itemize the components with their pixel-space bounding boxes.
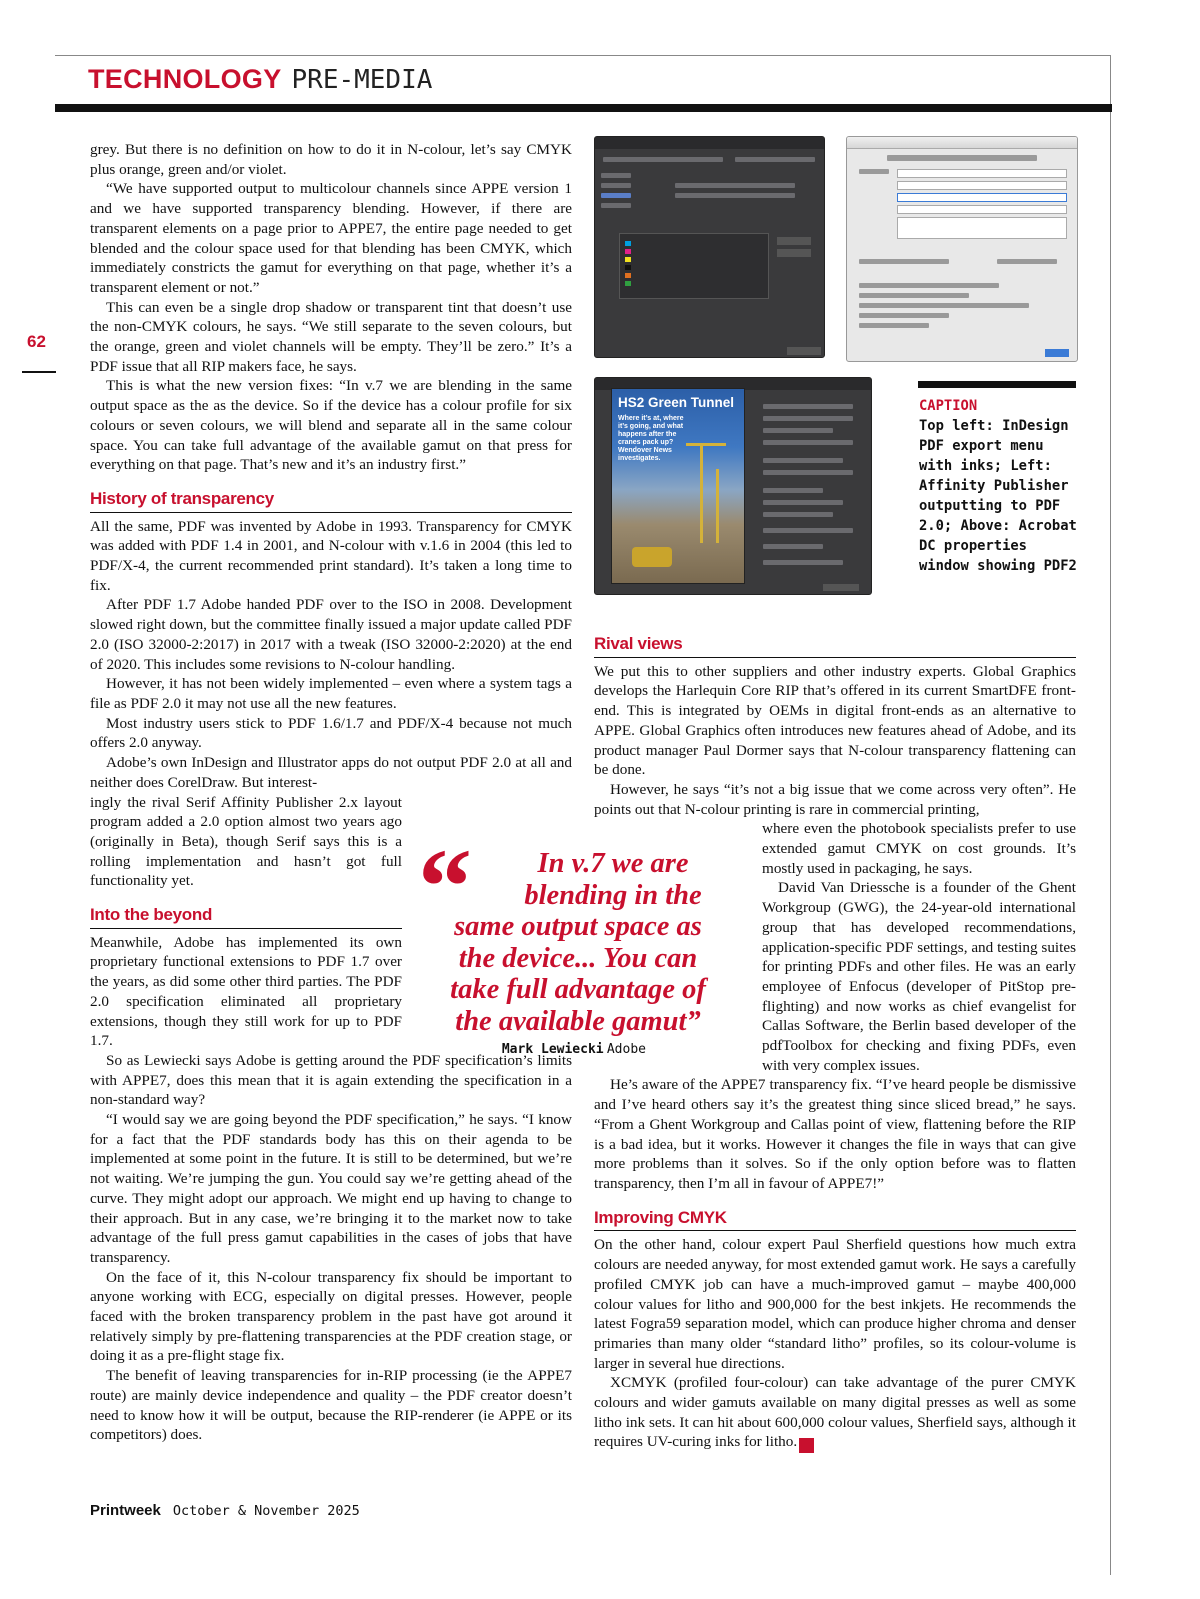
- body-paragraph: On the face of it, this N-colour transparency fix should be important to anyone working with ECG, especially on digital presses. However, people faced with the broken transparency problem in the past have got around it relatively simply by pre-flattening transparencies at the PDF creation stage, or doing it as a pre-flight stage fix.: [90, 1268, 572, 1365]
- pull-quote-org: Adobe: [606, 1042, 646, 1057]
- subheading-beyond: Into the beyond: [90, 905, 402, 929]
- pull-quote-line: In v.7 we are: [537, 848, 689, 879]
- body-paragraph: Most industry users stick to PDF 1.6/1.7 and PDF/X-4 because not much offers 2.0 anyway.: [90, 714, 572, 752]
- end-mark-icon: P: [799, 1438, 814, 1453]
- body-paragraph: However, it has not been widely implemented – even where a system tags a file as PDF 2.0 it may not use all the new features.: [90, 675, 572, 712]
- body-paragraph: However, he says “it’s not a big issue that we come across very often”. He points out that N-colour printing is rare in commercial printing,: [594, 780, 1076, 818]
- caption-label: CAPTION: [919, 398, 978, 414]
- body-paragraph: “We have supported output to multicolour channels since APPE version 1 and we have supported transparency blending. However, if there are transparent elements on a page prior to APPE7, the entire page needed to get blended and the colour space used for that blending has been CMYK, which immediately constricts the gamut for everything on that page, whether it’s a transparent element or not.”: [90, 180, 572, 296]
- cover-subtitle: Where it’s at, where it’s going, and what happens after the cranes pack up? Wendover News investigates.: [618, 415, 684, 462]
- pull-quote-line: the device... You can: [458, 942, 698, 974]
- subheading-history: History of transparency: [90, 489, 572, 513]
- body-paragraph: where even the photobook specialists prefer to use extended gamut CMYK on cost grounds. It’s mostly used in packaging, he says.: [762, 820, 1076, 877]
- subsection-title: PRE-MEDIA: [291, 65, 433, 95]
- body-paragraph: This can even be a single drop shadow or transparent tint that doesn’t use the non-CMYK colours, he says. “We still separate to the seven colours, but the orange, green and violet channels will be empty. They’ll be zero.” It’s a PDF issue that all RIP makers face, he says.: [90, 298, 572, 375]
- quote-mark: “: [418, 828, 472, 947]
- body-paragraph: The benefit of leaving transparencies for in-RIP processing (ie the APPE7 route) are mainly device independence and quality – the PDF creator doesn’t need to know how it will be output, because the RIP-renderer (ie APPE or its competitors) does.: [90, 1367, 572, 1444]
- subheading-rival: Rival views: [594, 634, 1076, 658]
- acrobat-properties-screenshot: [846, 136, 1078, 362]
- body-paragraph: All the same, PDF was invented by Adobe in 1993. Transparency for CMYK was added with PDF 1.4 in 2001, and N-colour with v.1.6 in 2004 (this led to PDF/X-4, the current recommended print standard). It’s taken a long time to fix.: [90, 517, 572, 594]
- final-paragraph-text: XCMYK (profiled four-colour) can take advantage of the purer CMYK colours and wider gamuts available on many digital presses as well as some litho ink sets. It can hit about 600,000 colour values, Sherfield says, although it requires UV-curing inks for litho.: [594, 1374, 1076, 1451]
- cover-title: HS2 Green Tunnel: [618, 395, 735, 410]
- caption-rule: [918, 381, 1076, 388]
- body-paragraph: After PDF 1.7 Adobe handed PDF over to the ISO in 2008. Development slowed right down, but the committee finally issued a major update called PDF 2.0 (ISO 32000-2:2017) in 2017 with a tweak (ISO 32000-2:2020) at the end of 2020. This includes some revisions to N-colour handling.: [90, 596, 572, 673]
- body-paragraph: David Van Driessche is a founder of the Ghent Workgroup (GWG), the 24-year-old international group that has developed recommendations, application-specific PDF settings, and testing suites for printing PDFs and other files. He was an early employee of Enfocus (developer of PitStop pre-flighting) and now works as chief evangelist for Callas Software, the Berlin based developer of the pdfToolbox for checking and fixing PDFs, even with very complex issues.: [762, 879, 1076, 1074]
- body-paragraph: On the other hand, colour expert Paul Sherfield questions how much extra colours are needed anyway, for most extended gamut work. He says a carefully profiled CMYK job can have a much-improved gamut – maybe 400,000 colour values for litho and 900,000 for the best inkjets. He recommends the latest Fogra59 separation model, which can produce higher chroma and denser primaries than many older “standard litho” profiles, so its colour-volume is larger in several hue directions.: [594, 1236, 1076, 1372]
- body-paragraph: [594, 1373, 1076, 1453]
- page-header: [88, 64, 432, 104]
- section-title: TECHNOLOGY: [88, 64, 282, 94]
- page-number-rule: [22, 371, 56, 373]
- indesign-export-screenshot: [594, 136, 825, 358]
- figure-caption: [919, 396, 1084, 576]
- subheading-cmyk: Improving CMYK: [594, 1208, 1076, 1232]
- right-column: [594, 620, 1076, 1453]
- body-paragraph: ingly the rival Serif Affinity Publisher 2.x layout program added a 2.0 option almost two years ago (originally in Beta), though Serif says this is a rolling implementation and hasn’t got full functionality yet.: [90, 793, 402, 890]
- pull-quote-line: the available gamut”: [455, 1005, 701, 1037]
- body-paragraph: He’s aware of the APPE7 transparency fix. “I’ve heard people be dismissive and I’ve heard others say it’s the greatest thing since sliced bread,” he says. “From a Ghent Workgroup and Callas point of view, flattening before the RIP is a bad idea, but it works. However it changes the file in ways that can give more problems than it solves. So if the only option before was to flatten transparency, then I’m all in favour of APPE7!”: [594, 1076, 1076, 1192]
- pull-quote-line: blending in the: [524, 879, 702, 911]
- footer-brand: Printweek: [90, 1502, 161, 1519]
- pull-quote-name: Mark Lewiecki: [501, 1042, 604, 1057]
- body-paragraph: grey. But there is no definition on how to do it in N-colour, let’s say CMYK plus orange, green and/or violet.: [90, 141, 572, 178]
- body-paragraph: Meanwhile, Adobe has implemented its own proprietary functional extensions to PDF 1.7 over the years, as did some other third parties. The PDF 2.0 specification eliminated all proprietary extensions, though they still work for up to PDF 1.7.: [90, 933, 402, 1050]
- body-paragraph: This is what the new version fixes: “In v.7 we are blending in the same output space as the as the device. So if the device has a colour profile for six colours or seven colours, we will blend and separate all in the same colour space. You can take full advantage of the available gamut on that press for everything on that page. That’s new and it’s an industry first.”: [90, 377, 572, 474]
- pull-quote-line: same output space as: [454, 911, 702, 942]
- body-paragraph: Adobe’s own InDesign and Illustrator apps do not output PDF 2.0 at all and neither does CorelDraw. But interest-: [90, 754, 572, 791]
- body-paragraph: So as Lewiecki says Adobe is getting around the PDF specification’s limits with APPE7, does this mean that it is again extending the specification in a non-standard way?: [90, 1051, 572, 1109]
- page-footer: [90, 1502, 360, 1519]
- caption-text: Top left: InDesign PDF export menu with inks; Left: Affinity Publisher outputting to PDF 2.0; Above: Acrobat DC properties window showing PDF2: [919, 418, 1077, 574]
- magazine-cover-image: [611, 388, 745, 584]
- header-rule: [55, 104, 1112, 112]
- footer-date: October & November 2025: [172, 1503, 360, 1519]
- page-number: 62: [27, 332, 46, 351]
- body-paragraph: “I would say we are going beyond the PDF specification,” he says. “I know for a fact that the PDF standards body has this on their agenda to be implemented at some point in the future. It is still to be determined, but we’re not waiting. We’re jumping the gun. You could say we’re getting ahead of the curve. They might adopt our approach. We might end up having to change to their approach. But in any case, we’re bringing it to the market now to take advantage of the full press gamut capabilities in the cases of jobs that have transparency.: [90, 1111, 572, 1266]
- pull-quote-line: take full advantage of: [450, 974, 706, 1005]
- body-paragraph: We put this to other suppliers and other industry experts. Global Graphics develops the Harlequin Core RIP that’s offered in its current SmartDFE front-end. This is integrated by OEMs in digital front-ends as an alternative to APPE. Global Graphics often introduces new features ahead of Adobe, and its product manager Paul Dormer says that N-colour transparency flattening can be done.: [594, 662, 1076, 779]
- left-column: [90, 140, 572, 1445]
